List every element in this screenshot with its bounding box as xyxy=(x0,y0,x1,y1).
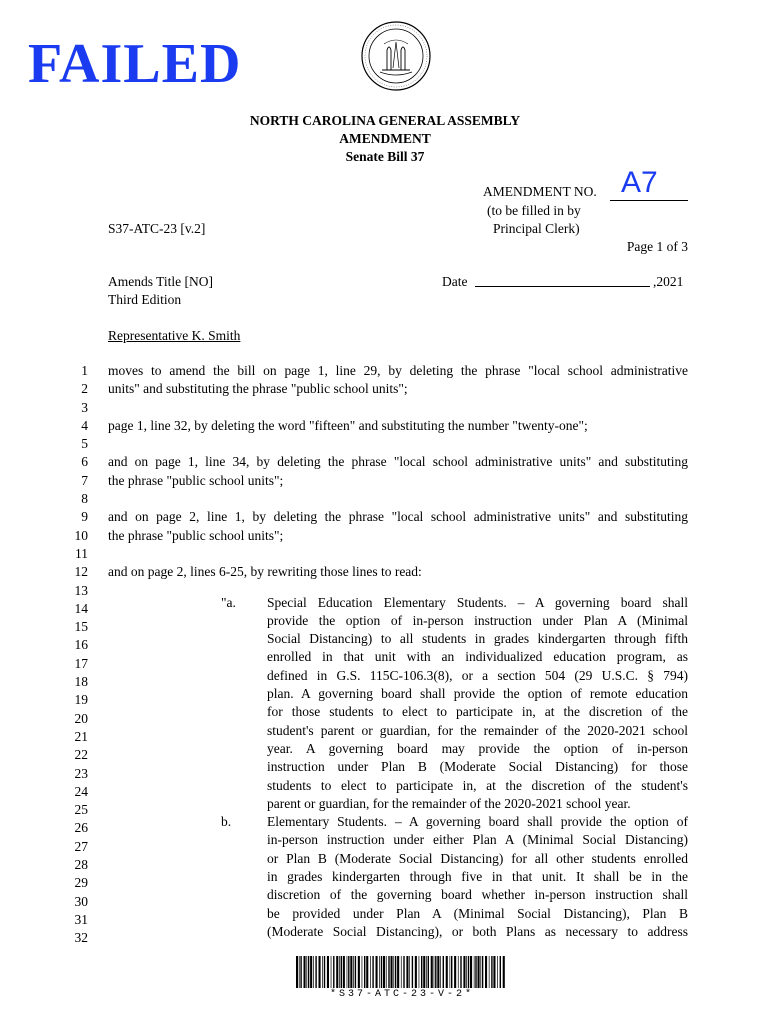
barcode-bar xyxy=(454,956,456,988)
barcode-bar xyxy=(397,956,399,988)
barcode-bar xyxy=(437,956,439,988)
para-a-line: plan. A governing board shall provide the option of remote education xyxy=(267,686,688,702)
line-number: 9 xyxy=(81,509,88,525)
barcode-bar xyxy=(379,956,380,988)
barcode-bar xyxy=(482,956,483,988)
page-count: Page 1 of 3 xyxy=(626,239,688,254)
barcode-bar xyxy=(381,956,382,988)
para-b-line: be provided under Plan A (Minimal Social Distancing), Plan B xyxy=(267,905,688,921)
amendment-number-line xyxy=(610,200,688,201)
item-marker-a: "a. xyxy=(221,594,236,610)
date-label: Date xyxy=(442,274,468,289)
barcode-bar xyxy=(446,956,448,988)
line-number: 5 xyxy=(81,436,88,452)
body-line-2: units" and substituting the phrase "public school units"; xyxy=(108,381,408,397)
barcode-bar xyxy=(491,956,492,988)
para-a-line: provide the option of in-person instruction under Plan A (Minimal xyxy=(267,612,688,628)
date-line xyxy=(475,286,650,287)
barcode-bar xyxy=(386,956,387,988)
barcode-bar xyxy=(412,956,413,988)
line-number: 30 xyxy=(74,893,88,909)
amendment-number-label: AMENDMENT NO. xyxy=(483,184,597,199)
state-seal-icon xyxy=(360,20,432,92)
barcode-bar xyxy=(403,956,404,988)
barcode-bar xyxy=(304,956,306,988)
barcode-bar xyxy=(313,956,314,988)
barcode-bar xyxy=(463,956,465,988)
body-line-1: moves to amend the bill on page 1, line 29, by deleting the phrase "local school administrative xyxy=(108,363,688,378)
barcode-bar xyxy=(324,956,325,988)
line-number: 4 xyxy=(81,417,88,433)
line-number: 22 xyxy=(74,747,88,763)
barcode-bar xyxy=(421,956,422,988)
barcode-bar xyxy=(341,956,342,988)
line-number: 18 xyxy=(74,674,88,690)
barcode-bar xyxy=(310,956,312,988)
line-number: 1 xyxy=(81,363,88,378)
line-number: 20 xyxy=(74,710,88,726)
para-a-line: defined in G.S. 115C-106.3(8), or a section 504 (29 U.S.C. § 794) xyxy=(267,667,688,683)
barcode-bar xyxy=(366,956,368,988)
barcode-bar xyxy=(395,956,396,988)
barcode-bar xyxy=(478,956,480,988)
para-a-line: Special Education Elementary Students. – A governing board shall xyxy=(267,594,688,610)
barcode-bar xyxy=(415,956,417,988)
line-number: 27 xyxy=(74,838,88,854)
line-number: 13 xyxy=(74,582,88,598)
line-number: 25 xyxy=(74,802,88,818)
para-b-line: discretion of the governing board whether in-person instruction shall xyxy=(267,887,688,903)
clerk-note-1: (to be filled in by xyxy=(487,203,581,218)
line-number: 14 xyxy=(74,600,88,616)
line-number: 19 xyxy=(74,692,88,708)
line-number: 28 xyxy=(74,857,88,873)
barcode-bar xyxy=(362,956,363,988)
para-b-line: (Moderate Social Distancing), or both Plans as necessary to address xyxy=(267,923,688,939)
barcode-bar xyxy=(353,956,354,988)
barcode-bar xyxy=(308,956,309,988)
barcode-bar xyxy=(493,956,495,988)
para-b-line: Elementary Students. – A governing board shall provide the option of xyxy=(267,814,688,830)
barcode-bar xyxy=(475,956,476,988)
amends-title: Amends Title [NO] xyxy=(108,274,214,289)
para-a-line: parent or guardian, for the remainder of the 2020-2021 school year. xyxy=(267,795,631,811)
barcode-bar xyxy=(315,956,316,988)
para-b-line: in grades kindergarten through five in that unit. It shall be in the xyxy=(267,869,688,885)
barcode-bar xyxy=(485,956,487,988)
barcode-bar xyxy=(388,956,389,988)
barcode-bar xyxy=(409,956,410,988)
barcode-bar xyxy=(428,956,429,988)
barcode-bar xyxy=(431,956,433,988)
barcode-bar xyxy=(440,956,441,988)
barcode-bar xyxy=(322,956,323,988)
barcode-bar xyxy=(426,956,427,988)
line-numbers xyxy=(60,362,88,948)
line-number: 16 xyxy=(74,637,88,653)
line-number: 21 xyxy=(74,728,88,744)
barcode-bar xyxy=(336,956,338,988)
barcode-text: *S37-ATC-23-V-2* xyxy=(329,989,474,1000)
barcode-bar xyxy=(497,956,498,988)
sponsor: Representative K. Smith xyxy=(108,328,241,343)
bill-code: S37-ATC-23 [v.2] xyxy=(108,221,206,236)
para-a-line: Social Distancing) to all students in grades kindergarten through fifth xyxy=(267,631,688,647)
body-line-9: and on page 2, line 1, by deleting the phrase "local school administrative units" and substituting xyxy=(108,509,688,525)
barcode-bar xyxy=(339,956,340,988)
barcode-bar xyxy=(383,956,385,988)
line-number: 32 xyxy=(74,930,88,946)
barcode-bar xyxy=(468,956,469,988)
body-line-4: page 1, line 32, by deleting the word "fifteen" and substituting the number "twenty-one"; xyxy=(108,417,588,433)
barcode-bar xyxy=(451,956,452,988)
barcode-bar xyxy=(306,956,307,988)
barcode-bar xyxy=(343,956,345,988)
barcode-bar xyxy=(355,956,356,988)
assembly-heading: NORTH CAROLINA GENERAL ASSEMBLY xyxy=(249,113,521,128)
paragraph-b xyxy=(267,813,688,941)
para-b-line: or Plan B (Moderate Social Distancing) for all other students enrolled xyxy=(267,850,688,866)
line-number: 23 xyxy=(74,765,88,781)
line-number: 11 xyxy=(75,545,88,561)
line-number: 10 xyxy=(74,527,88,543)
line-number: 17 xyxy=(74,655,88,671)
para-a-line: year. A governing board may provide the option of in-person xyxy=(267,740,688,756)
barcode-bar xyxy=(434,956,435,988)
barcode-bar xyxy=(348,956,349,988)
barcode-bar xyxy=(319,956,321,988)
barcode-bar xyxy=(347,956,348,988)
barcode-bar xyxy=(358,956,360,988)
para-a-line: for those students to elect to participate in, at the discretion of the xyxy=(267,704,688,720)
line-number: 6 xyxy=(81,454,88,470)
barcode-bar xyxy=(480,956,481,988)
clerk-note-2: Principal Clerk) xyxy=(493,221,580,236)
barcode-bar xyxy=(370,956,371,988)
amendment-heading: AMENDMENT xyxy=(339,131,431,146)
barcode-bar xyxy=(331,956,332,988)
barcode xyxy=(296,956,508,988)
barcode-bar xyxy=(296,956,298,988)
line-number: 29 xyxy=(74,875,88,891)
amendment-number-value: A7 xyxy=(621,166,658,199)
barcode-bar xyxy=(423,956,425,988)
para-b-line: in-person instruction under either Plan A (Minimal Social Distancing) xyxy=(267,832,688,848)
barcode-bar xyxy=(372,956,373,988)
barcode-bar xyxy=(391,956,393,988)
failed-stamp: FAILED xyxy=(28,33,242,95)
line-number: 31 xyxy=(74,911,88,927)
line-number: 12 xyxy=(74,564,88,580)
barcode-bar xyxy=(458,956,459,988)
line-number: 26 xyxy=(74,820,88,836)
barcode-bar xyxy=(376,956,378,988)
bill-heading: Senate Bill 37 xyxy=(345,149,425,164)
barcode-bar xyxy=(364,956,365,988)
para-a-line: student's parent or guardian, for the remainder of the 2020-2021 school xyxy=(267,722,688,738)
barcode-bar xyxy=(406,956,408,988)
body-line-6: and on page 1, line 34, by deleting the phrase "local school administrative units" and substituting xyxy=(108,454,688,470)
barcode-bar xyxy=(460,956,461,988)
barcode-bar xyxy=(327,956,329,988)
barcode-bar xyxy=(350,956,352,988)
barcode-bar xyxy=(474,956,475,988)
barcode-bar xyxy=(443,956,444,988)
barcode-bar xyxy=(503,956,505,988)
edition: Third Edition xyxy=(108,292,182,307)
barcode-bar xyxy=(393,956,394,988)
barcode-bar xyxy=(435,956,436,988)
para-a-line: students to elect to participate in, at the discretion of the student's xyxy=(267,777,688,793)
amendment-number-field xyxy=(483,166,688,202)
amendment-body xyxy=(108,362,688,582)
item-marker-b: b. xyxy=(221,814,232,830)
barcode-bar xyxy=(419,956,420,988)
body-line-7: the phrase "public school units"; xyxy=(108,472,284,488)
paragraph-a xyxy=(267,594,688,814)
barcode-bar xyxy=(450,956,451,988)
barcode-bar xyxy=(470,956,472,988)
line-number: 3 xyxy=(81,399,88,415)
barcode-bar xyxy=(299,956,300,988)
line-number: 2 xyxy=(81,381,88,397)
barcode-bar xyxy=(401,956,402,988)
para-a-line: enrolled in that unit with an individualized education program, as xyxy=(267,649,688,665)
para-a-line: instruction under Plan B (Moderate Social Distancing) for those xyxy=(267,759,688,775)
line-number: 15 xyxy=(74,619,88,635)
line-number: 7 xyxy=(81,472,88,488)
body-line-10: the phrase "public school units"; xyxy=(108,527,284,543)
barcode-bar xyxy=(300,956,301,988)
barcode-bar xyxy=(489,956,490,988)
date-year: ,2021 xyxy=(653,274,684,289)
barcode-bar xyxy=(466,956,467,988)
barcode-bar xyxy=(500,956,501,988)
line-number: 8 xyxy=(81,491,88,507)
barcode-bar xyxy=(333,956,334,988)
body-line-12: and on page 2, lines 6-25, by rewriting those lines to read: xyxy=(108,564,422,580)
line-number: 24 xyxy=(74,783,88,799)
